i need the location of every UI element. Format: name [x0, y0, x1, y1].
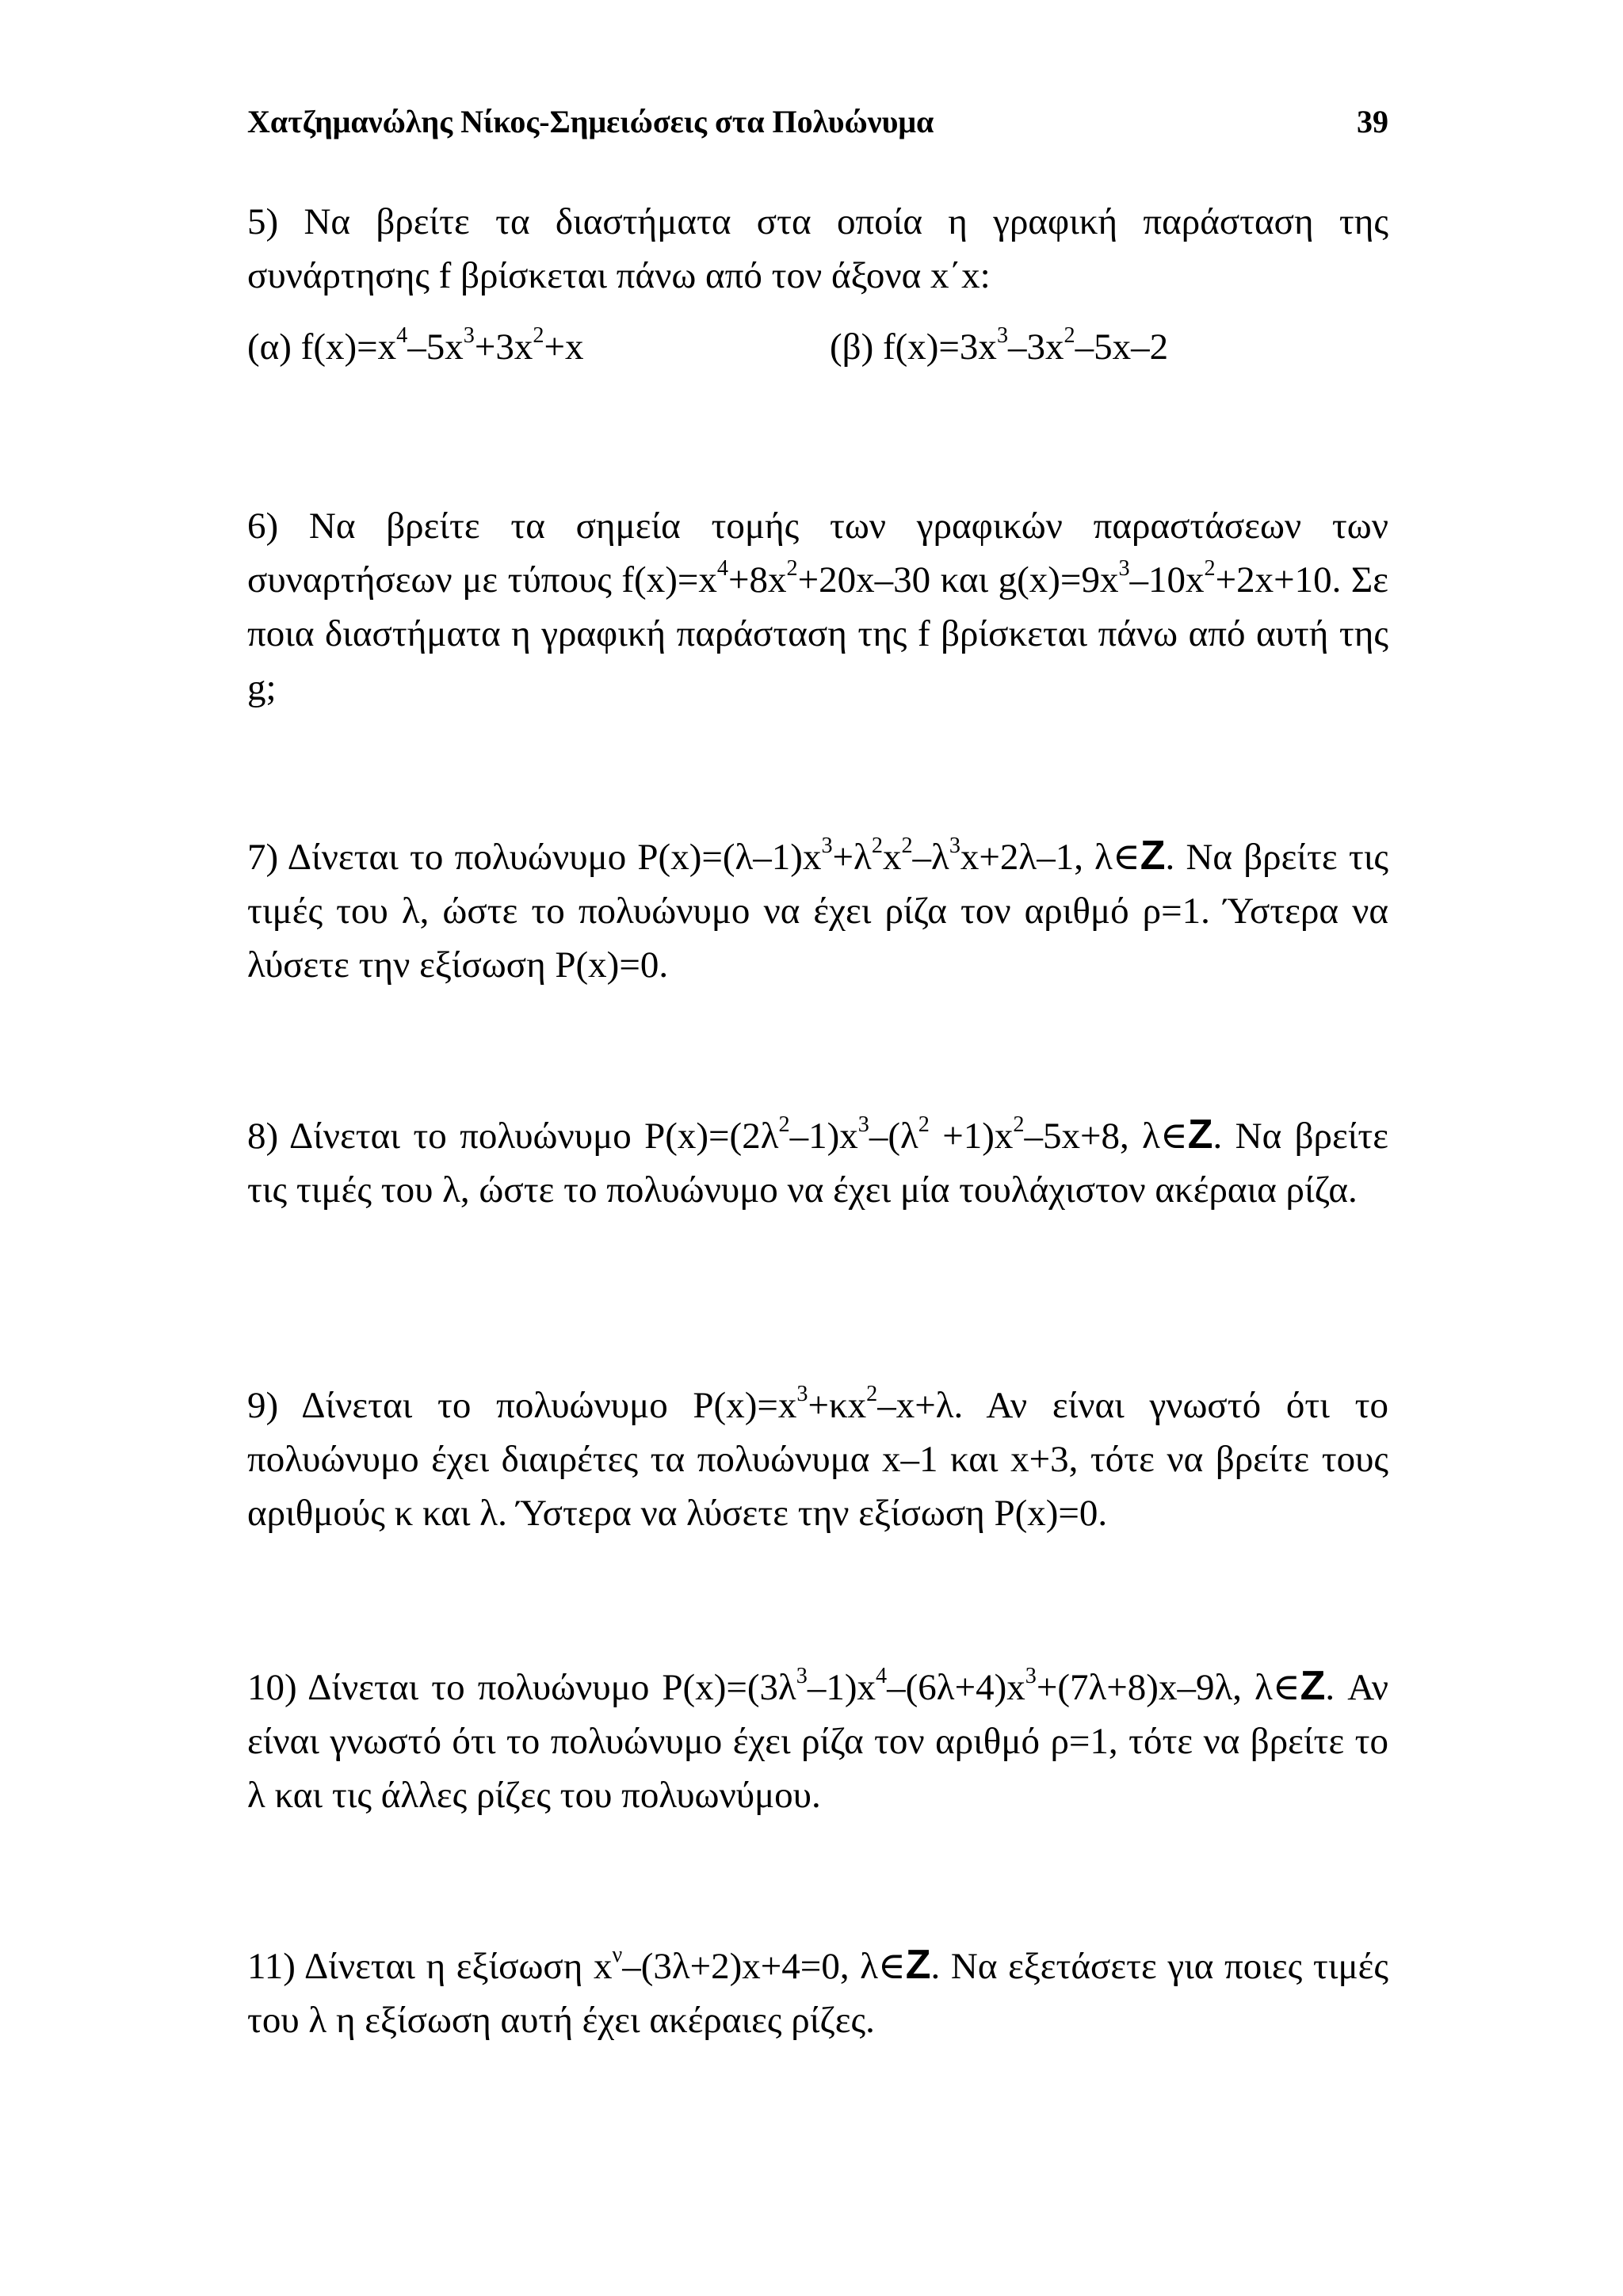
- header-title: Χατζημανώλης Νίκος-Σημειώσεις στα Πολυώνυμα: [247, 104, 934, 139]
- exercise-5-text: 5) Να βρείτε τα διαστήματα στα οποία η γραφική παράσταση της συνάρτησης f βρίσκεται πάνω από τον άξονα x΄x:: [247, 201, 1388, 296]
- exercise-11-text: 11) Δίνεται η εξίσωση $x^\nu-(3\lambda+2)x+4=0$, λ∈Z. Να εξετάσετε για ποιες τιμές του λ η εξίσωση αυτή έχει ακέραιες ρίζες.: [247, 1942, 1388, 2041]
- exercise-9-text: 9) Δίνεται το πολυώνυμο $P(x)=x^3+\kappa x^2-x+\lambda$. Αν είναι γνωστό ότι το πολυώνυμο έχει διαιρέτες τα πολυώνυμα x–1 και x+3, τότε να βρείτε τους αριθμούς κ και λ. Ύστερα να λύσετε την εξίσωση P(x)=0.: [247, 1381, 1388, 1534]
- exercise-8: [247, 1108, 1388, 1217]
- page-number: 39: [1357, 104, 1388, 139]
- exercise-10-text: 10) Δίνεται το πολυώνυμο $P(x)=(3\lambda^3-1)x^4-(6\lambda+4)x^3+(7\lambda+8)x-9\lambda$, λ∈Z. Αν είναι γνωστό ότι το πολυώνυμο έχει ρίζα τον αριθμό ρ=1, τότε να βρείτε το λ και τις άλλες ρίζες του πολυωνύμου.: [247, 1663, 1388, 1816]
- exercise-5-part-b: (β) $f(x)=3x^3-3x^2-5x-2$: [830, 322, 1169, 368]
- exercise-5: [247, 195, 1388, 374]
- exercise-7-text: 7) Δίνεται το πολυώνυμο $P(x)=(\lambda-1)x^3+\lambda^2x^2-\lambda^3x+2\lambda-1$, λ∈Z. Να βρείτε τις τιμές του λ, ώστε το πολυώνυμο να έχει ρίζα τον αριθμό ρ=1. Ύστερα να λύσετε την εξίσωση P(x)=0.: [247, 833, 1389, 986]
- exercise-5-part-a: (α) $f(x)=x^4-5x^3+3x^2+x$: [247, 322, 584, 368]
- exercise-5-parts: [247, 320, 1388, 374]
- exercise-7: [247, 829, 1388, 992]
- exercise-11: [247, 1938, 1388, 2047]
- exercise-6-text: 6) Να βρείτε τα σημεία τομής των γραφικών παραστάσεων των συναρτήσεων με τύπους $f(x)=x^4+8x^2+20x-30$ και $g(x)=9x^3-10x^2+2x+10$. Σε ποια διαστήματα η γραφική παράσταση της f βρίσκεται πάνω από αυτή της g;: [247, 505, 1389, 708]
- exercise-9: [247, 1379, 1388, 1540]
- page-header: [247, 98, 1388, 146]
- exercise-8-text: 8) Δίνεται το πολυώνυμο $P(x)=(2\lambda^2-1)x^3-(\lambda^2 +1)x^2-5x+8$, λ∈Z. Να βρείτε τις τιμές του λ, ώστε το πολυώνυμο να έχει μία τουλάχιστον ακέραια ρίζα.: [247, 1112, 1388, 1211]
- exercise-10: [247, 1659, 1388, 1822]
- exercise-6: [247, 499, 1388, 715]
